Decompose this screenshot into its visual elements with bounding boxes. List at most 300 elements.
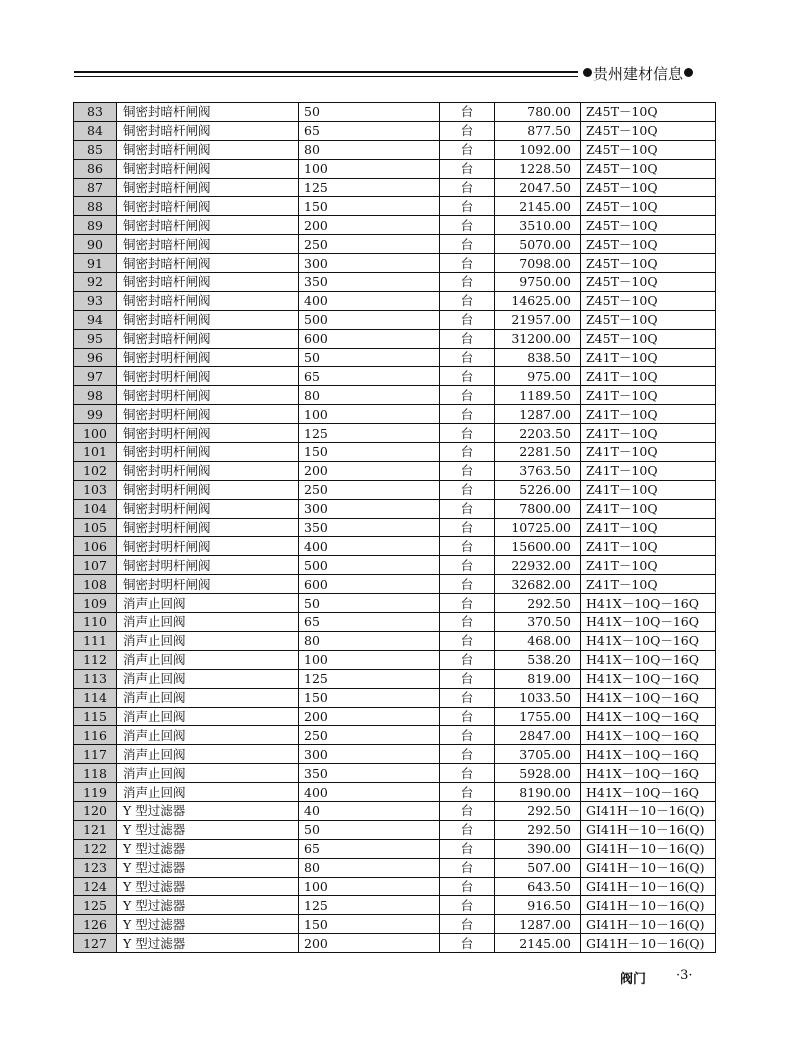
row-number-cell: 124 bbox=[74, 877, 117, 896]
row-number-cell: 89 bbox=[74, 216, 117, 235]
table-row bbox=[74, 915, 716, 934]
product-name-cell: 铜密封明杆闸阀 bbox=[117, 518, 299, 537]
unit-cell: 台 bbox=[440, 254, 495, 273]
row-number-cell: 126 bbox=[74, 915, 117, 934]
model-number-cell: Z45T－10Q bbox=[581, 178, 716, 197]
row-number-cell: 105 bbox=[74, 518, 117, 537]
unit-cell: 台 bbox=[440, 858, 495, 877]
specification-cell: 150 bbox=[299, 443, 440, 462]
row-number-cell: 101 bbox=[74, 443, 117, 462]
table-row bbox=[74, 631, 716, 650]
row-number-cell: 85 bbox=[74, 140, 117, 159]
unit-cell: 台 bbox=[440, 235, 495, 254]
model-number-cell: Z41T－10Q bbox=[581, 424, 716, 443]
model-number-cell: Z45T－10Q bbox=[581, 310, 716, 329]
table-row bbox=[74, 613, 716, 632]
product-name-cell: 铜密封明杆闸阀 bbox=[117, 367, 299, 386]
unit-cell: 台 bbox=[440, 518, 495, 537]
table-row bbox=[74, 197, 716, 216]
unit-price-cell: 3510.00 bbox=[495, 216, 581, 235]
product-name-cell: 消声止回阀 bbox=[117, 707, 299, 726]
header-title-text: 贵州建材信息 bbox=[593, 65, 684, 83]
product-name-cell: 铜密封暗杆闸阀 bbox=[117, 254, 299, 273]
row-number-cell: 92 bbox=[74, 273, 117, 292]
model-number-cell: H41X－10Q－16Q bbox=[581, 707, 716, 726]
specification-cell: 200 bbox=[299, 934, 440, 953]
model-number-cell: Z41T－10Q bbox=[581, 386, 716, 405]
specification-cell: 200 bbox=[299, 707, 440, 726]
product-name-cell: 铜密封暗杆闸阀 bbox=[117, 235, 299, 254]
model-number-cell: GI41H－10－16(Q) bbox=[581, 877, 716, 896]
row-number-cell: 125 bbox=[74, 896, 117, 915]
header-title bbox=[582, 64, 694, 84]
table-row bbox=[74, 839, 716, 858]
table-row bbox=[74, 499, 716, 518]
bullet-dot-icon bbox=[583, 68, 592, 77]
unit-price-cell: 9750.00 bbox=[495, 273, 581, 292]
table-row bbox=[74, 745, 716, 764]
table-row bbox=[74, 273, 716, 292]
unit-price-cell: 10725.00 bbox=[495, 518, 581, 537]
table-row bbox=[74, 329, 716, 348]
specification-cell: 100 bbox=[299, 877, 440, 896]
price-table bbox=[73, 102, 716, 953]
product-name-cell: Y 型过滤器 bbox=[117, 896, 299, 915]
table-row bbox=[74, 594, 716, 613]
specification-cell: 125 bbox=[299, 178, 440, 197]
row-number-cell: 86 bbox=[74, 159, 117, 178]
row-number-cell: 106 bbox=[74, 537, 117, 556]
unit-cell: 台 bbox=[440, 726, 495, 745]
model-number-cell: Z41T－10Q bbox=[581, 480, 716, 499]
model-number-cell: GI41H－10－16(Q) bbox=[581, 858, 716, 877]
unit-cell: 台 bbox=[440, 575, 495, 594]
model-number-cell: GI41H－10－16(Q) bbox=[581, 934, 716, 953]
row-number-cell: 83 bbox=[74, 103, 117, 122]
table-row bbox=[74, 669, 716, 688]
product-name-cell: 消声止回阀 bbox=[117, 613, 299, 632]
model-number-cell: H41X－10Q－16Q bbox=[581, 613, 716, 632]
specification-cell: 125 bbox=[299, 896, 440, 915]
unit-price-cell: 7098.00 bbox=[495, 254, 581, 273]
row-number-cell: 87 bbox=[74, 178, 117, 197]
unit-cell: 台 bbox=[440, 461, 495, 480]
row-number-cell: 112 bbox=[74, 650, 117, 669]
row-number-cell: 104 bbox=[74, 499, 117, 518]
model-number-cell: Z45T－10Q bbox=[581, 273, 716, 292]
row-number-cell: 118 bbox=[74, 764, 117, 783]
product-name-cell: 铜密封明杆闸阀 bbox=[117, 405, 299, 424]
unit-cell: 台 bbox=[440, 367, 495, 386]
table-row bbox=[74, 650, 716, 669]
specification-cell: 65 bbox=[299, 613, 440, 632]
product-name-cell: 铜密封暗杆闸阀 bbox=[117, 103, 299, 122]
unit-cell: 台 bbox=[440, 310, 495, 329]
table-row bbox=[74, 310, 716, 329]
unit-cell: 台 bbox=[440, 197, 495, 216]
specification-cell: 80 bbox=[299, 631, 440, 650]
unit-cell: 台 bbox=[440, 877, 495, 896]
specification-cell: 600 bbox=[299, 329, 440, 348]
product-name-cell: 铜密封暗杆闸阀 bbox=[117, 329, 299, 348]
product-name-cell: 消声止回阀 bbox=[117, 669, 299, 688]
table-row bbox=[74, 480, 716, 499]
table-row bbox=[74, 461, 716, 480]
model-number-cell: GI41H－10－16(Q) bbox=[581, 801, 716, 820]
table-row bbox=[74, 537, 716, 556]
unit-cell: 台 bbox=[440, 613, 495, 632]
unit-price-cell: 2847.00 bbox=[495, 726, 581, 745]
row-number-cell: 107 bbox=[74, 556, 117, 575]
unit-price-cell: 22932.00 bbox=[495, 556, 581, 575]
row-number-cell: 94 bbox=[74, 310, 117, 329]
unit-cell: 台 bbox=[440, 820, 495, 839]
model-number-cell: Z41T－10Q bbox=[581, 537, 716, 556]
model-number-cell: H41X－10Q－16Q bbox=[581, 688, 716, 707]
unit-cell: 台 bbox=[440, 329, 495, 348]
row-number-cell: 90 bbox=[74, 235, 117, 254]
model-number-cell: Z45T－10Q bbox=[581, 103, 716, 122]
table-row bbox=[74, 858, 716, 877]
model-number-cell: Z45T－10Q bbox=[581, 216, 716, 235]
table-row bbox=[74, 688, 716, 707]
product-name-cell: 铜密封暗杆闸阀 bbox=[117, 121, 299, 140]
unit-cell: 台 bbox=[440, 103, 495, 122]
unit-price-cell: 390.00 bbox=[495, 839, 581, 858]
row-number-cell: 117 bbox=[74, 745, 117, 764]
unit-price-cell: 2047.50 bbox=[495, 178, 581, 197]
product-name-cell: 消声止回阀 bbox=[117, 764, 299, 783]
row-number-cell: 114 bbox=[74, 688, 117, 707]
header-rule-thin bbox=[74, 76, 578, 77]
unit-price-cell: 292.50 bbox=[495, 820, 581, 839]
unit-price-cell: 975.00 bbox=[495, 367, 581, 386]
unit-cell: 台 bbox=[440, 348, 495, 367]
product-name-cell: Y 型过滤器 bbox=[117, 934, 299, 953]
model-number-cell: GI41H－10－16(Q) bbox=[581, 820, 716, 839]
specification-cell: 125 bbox=[299, 669, 440, 688]
specification-cell: 300 bbox=[299, 745, 440, 764]
unit-price-cell: 3763.50 bbox=[495, 461, 581, 480]
row-number-cell: 113 bbox=[74, 669, 117, 688]
unit-price-cell: 1287.00 bbox=[495, 915, 581, 934]
row-number-cell: 95 bbox=[74, 329, 117, 348]
model-number-cell: H41X－10Q－16Q bbox=[581, 669, 716, 688]
unit-cell: 台 bbox=[440, 159, 495, 178]
unit-cell: 台 bbox=[440, 839, 495, 858]
unit-price-cell: 643.50 bbox=[495, 877, 581, 896]
product-name-cell: 铜密封暗杆闸阀 bbox=[117, 291, 299, 310]
bullet-dot-icon bbox=[684, 68, 693, 77]
product-name-cell: 铜密封明杆闸阀 bbox=[117, 461, 299, 480]
unit-cell: 台 bbox=[440, 443, 495, 462]
specification-cell: 100 bbox=[299, 405, 440, 424]
unit-cell: 台 bbox=[440, 405, 495, 424]
model-number-cell: Z41T－10Q bbox=[581, 575, 716, 594]
table-row bbox=[74, 896, 716, 915]
unit-price-cell: 1228.50 bbox=[495, 159, 581, 178]
unit-price-cell: 2281.50 bbox=[495, 443, 581, 462]
unit-cell: 台 bbox=[440, 121, 495, 140]
unit-price-cell: 2145.00 bbox=[495, 934, 581, 953]
row-number-cell: 99 bbox=[74, 405, 117, 424]
model-number-cell: Z45T－10Q bbox=[581, 235, 716, 254]
model-number-cell: Z41T－10Q bbox=[581, 518, 716, 537]
row-number-cell: 115 bbox=[74, 707, 117, 726]
header-rule-thick bbox=[74, 71, 578, 73]
product-name-cell: 铜密封明杆闸阀 bbox=[117, 480, 299, 499]
product-name-cell: 铜密封明杆闸阀 bbox=[117, 499, 299, 518]
unit-cell: 台 bbox=[440, 140, 495, 159]
unit-price-cell: 1287.00 bbox=[495, 405, 581, 424]
unit-price-cell: 1033.50 bbox=[495, 688, 581, 707]
table-row bbox=[74, 121, 716, 140]
table-row bbox=[74, 291, 716, 310]
product-name-cell: 消声止回阀 bbox=[117, 594, 299, 613]
row-number-cell: 109 bbox=[74, 594, 117, 613]
row-number-cell: 122 bbox=[74, 839, 117, 858]
specification-cell: 80 bbox=[299, 858, 440, 877]
unit-cell: 台 bbox=[440, 801, 495, 820]
unit-price-cell: 780.00 bbox=[495, 103, 581, 122]
unit-price-cell: 468.00 bbox=[495, 631, 581, 650]
table-row bbox=[74, 235, 716, 254]
row-number-cell: 84 bbox=[74, 121, 117, 140]
unit-cell: 台 bbox=[440, 386, 495, 405]
unit-cell: 台 bbox=[440, 783, 495, 802]
row-number-cell: 119 bbox=[74, 783, 117, 802]
unit-price-cell: 538.20 bbox=[495, 650, 581, 669]
row-number-cell: 96 bbox=[74, 348, 117, 367]
table-row bbox=[74, 783, 716, 802]
product-name-cell: 铜密封暗杆闸阀 bbox=[117, 159, 299, 178]
product-name-cell: 铜密封明杆闸阀 bbox=[117, 537, 299, 556]
product-name-cell: 铜密封暗杆闸阀 bbox=[117, 273, 299, 292]
product-name-cell: Y 型过滤器 bbox=[117, 877, 299, 896]
table-row bbox=[74, 877, 716, 896]
row-number-cell: 98 bbox=[74, 386, 117, 405]
product-name-cell: 铜密封暗杆闸阀 bbox=[117, 216, 299, 235]
table-row bbox=[74, 518, 716, 537]
product-name-cell: 铜密封明杆闸阀 bbox=[117, 348, 299, 367]
row-number-cell: 93 bbox=[74, 291, 117, 310]
row-number-cell: 116 bbox=[74, 726, 117, 745]
model-number-cell: Z41T－10Q bbox=[581, 461, 716, 480]
unit-price-cell: 916.50 bbox=[495, 896, 581, 915]
product-name-cell: 消声止回阀 bbox=[117, 688, 299, 707]
specification-cell: 300 bbox=[299, 254, 440, 273]
row-number-cell: 123 bbox=[74, 858, 117, 877]
model-number-cell: Z41T－10Q bbox=[581, 443, 716, 462]
table-row bbox=[74, 103, 716, 122]
table-row bbox=[74, 707, 716, 726]
specification-cell: 125 bbox=[299, 424, 440, 443]
specification-cell: 40 bbox=[299, 801, 440, 820]
unit-cell: 台 bbox=[440, 556, 495, 575]
unit-price-cell: 5226.00 bbox=[495, 480, 581, 499]
unit-price-cell: 838.50 bbox=[495, 348, 581, 367]
unit-price-cell: 507.00 bbox=[495, 858, 581, 877]
table-row bbox=[74, 216, 716, 235]
model-number-cell: Z41T－10Q bbox=[581, 499, 716, 518]
product-name-cell: 消声止回阀 bbox=[117, 783, 299, 802]
specification-cell: 500 bbox=[299, 310, 440, 329]
table-row bbox=[74, 386, 716, 405]
model-number-cell: H41X－10Q－16Q bbox=[581, 631, 716, 650]
unit-cell: 台 bbox=[440, 216, 495, 235]
model-number-cell: GI41H－10－16(Q) bbox=[581, 896, 716, 915]
unit-cell: 台 bbox=[440, 934, 495, 953]
specification-cell: 150 bbox=[299, 688, 440, 707]
product-name-cell: Y 型过滤器 bbox=[117, 858, 299, 877]
product-name-cell: 铜密封明杆闸阀 bbox=[117, 575, 299, 594]
table-row bbox=[74, 764, 716, 783]
product-name-cell: Y 型过滤器 bbox=[117, 915, 299, 934]
model-number-cell: Z41T－10Q bbox=[581, 348, 716, 367]
model-number-cell: Z45T－10Q bbox=[581, 254, 716, 273]
unit-cell: 台 bbox=[440, 273, 495, 292]
model-number-cell: Z41T－10Q bbox=[581, 556, 716, 575]
model-number-cell: H41X－10Q－16Q bbox=[581, 745, 716, 764]
product-name-cell: Y 型过滤器 bbox=[117, 839, 299, 858]
row-number-cell: 127 bbox=[74, 934, 117, 953]
table-row bbox=[74, 254, 716, 273]
specification-cell: 50 bbox=[299, 594, 440, 613]
unit-price-cell: 5070.00 bbox=[495, 235, 581, 254]
unit-cell: 台 bbox=[440, 178, 495, 197]
specification-cell: 65 bbox=[299, 367, 440, 386]
model-number-cell: H41X－10Q－16Q bbox=[581, 764, 716, 783]
specification-cell: 300 bbox=[299, 499, 440, 518]
table-row bbox=[74, 159, 716, 178]
product-name-cell: Y 型过滤器 bbox=[117, 801, 299, 820]
table-row bbox=[74, 348, 716, 367]
unit-price-cell: 8190.00 bbox=[495, 783, 581, 802]
product-name-cell: 消声止回阀 bbox=[117, 745, 299, 764]
unit-price-cell: 15600.00 bbox=[495, 537, 581, 556]
specification-cell: 500 bbox=[299, 556, 440, 575]
unit-cell: 台 bbox=[440, 499, 495, 518]
specification-cell: 350 bbox=[299, 273, 440, 292]
unit-price-cell: 2145.00 bbox=[495, 197, 581, 216]
unit-cell: 台 bbox=[440, 291, 495, 310]
specification-cell: 350 bbox=[299, 518, 440, 537]
model-number-cell: Z45T－10Q bbox=[581, 329, 716, 348]
price-table-body bbox=[74, 103, 716, 953]
specification-cell: 400 bbox=[299, 783, 440, 802]
model-number-cell: Z45T－10Q bbox=[581, 159, 716, 178]
row-number-cell: 111 bbox=[74, 631, 117, 650]
specification-cell: 65 bbox=[299, 121, 440, 140]
specification-cell: 50 bbox=[299, 820, 440, 839]
unit-cell: 台 bbox=[440, 745, 495, 764]
table-row bbox=[74, 178, 716, 197]
row-number-cell: 102 bbox=[74, 461, 117, 480]
model-number-cell: H41X－10Q－16Q bbox=[581, 650, 716, 669]
table-row bbox=[74, 820, 716, 839]
row-number-cell: 100 bbox=[74, 424, 117, 443]
unit-cell: 台 bbox=[440, 537, 495, 556]
model-number-cell: Z45T－10Q bbox=[581, 197, 716, 216]
product-name-cell: 铜密封暗杆闸阀 bbox=[117, 310, 299, 329]
unit-price-cell: 1189.50 bbox=[495, 386, 581, 405]
unit-cell: 台 bbox=[440, 764, 495, 783]
specification-cell: 65 bbox=[299, 839, 440, 858]
model-number-cell: H41X－10Q－16Q bbox=[581, 783, 716, 802]
unit-cell: 台 bbox=[440, 650, 495, 669]
unit-cell: 台 bbox=[440, 688, 495, 707]
specification-cell: 250 bbox=[299, 480, 440, 499]
unit-price-cell: 31200.00 bbox=[495, 329, 581, 348]
table-row bbox=[74, 934, 716, 953]
specification-cell: 150 bbox=[299, 197, 440, 216]
row-number-cell: 108 bbox=[74, 575, 117, 594]
model-number-cell: Z45T－10Q bbox=[581, 121, 716, 140]
unit-cell: 台 bbox=[440, 424, 495, 443]
table-row bbox=[74, 367, 716, 386]
unit-price-cell: 3705.00 bbox=[495, 745, 581, 764]
row-number-cell: 91 bbox=[74, 254, 117, 273]
product-name-cell: 铜密封明杆闸阀 bbox=[117, 386, 299, 405]
table-row bbox=[74, 405, 716, 424]
row-number-cell: 88 bbox=[74, 197, 117, 216]
unit-price-cell: 2203.50 bbox=[495, 424, 581, 443]
table-row bbox=[74, 424, 716, 443]
model-number-cell: Z41T－10Q bbox=[581, 405, 716, 424]
unit-cell: 台 bbox=[440, 896, 495, 915]
unit-price-cell: 32682.00 bbox=[495, 575, 581, 594]
unit-price-cell: 14625.00 bbox=[495, 291, 581, 310]
model-number-cell: H41X－10Q－16Q bbox=[581, 594, 716, 613]
unit-price-cell: 370.50 bbox=[495, 613, 581, 632]
table-row bbox=[74, 801, 716, 820]
table-row bbox=[74, 575, 716, 594]
unit-price-cell: 819.00 bbox=[495, 669, 581, 688]
unit-cell: 台 bbox=[440, 631, 495, 650]
unit-price-cell: 21957.00 bbox=[495, 310, 581, 329]
unit-price-cell: 7800.00 bbox=[495, 499, 581, 518]
unit-cell: 台 bbox=[440, 915, 495, 934]
specification-cell: 600 bbox=[299, 575, 440, 594]
row-number-cell: 120 bbox=[74, 801, 117, 820]
specification-cell: 150 bbox=[299, 915, 440, 934]
row-number-cell: 103 bbox=[74, 480, 117, 499]
product-name-cell: 铜密封暗杆闸阀 bbox=[117, 197, 299, 216]
table-row bbox=[74, 140, 716, 159]
product-name-cell: 铜密封明杆闸阀 bbox=[117, 443, 299, 462]
product-name-cell: 消声止回阀 bbox=[117, 726, 299, 745]
specification-cell: 250 bbox=[299, 726, 440, 745]
unit-price-cell: 5928.00 bbox=[495, 764, 581, 783]
unit-price-cell: 877.50 bbox=[495, 121, 581, 140]
unit-cell: 台 bbox=[440, 669, 495, 688]
unit-cell: 台 bbox=[440, 707, 495, 726]
model-number-cell: Z45T－10Q bbox=[581, 291, 716, 310]
unit-cell: 台 bbox=[440, 594, 495, 613]
product-name-cell: 消声止回阀 bbox=[117, 650, 299, 669]
specification-cell: 350 bbox=[299, 764, 440, 783]
unit-price-cell: 1755.00 bbox=[495, 707, 581, 726]
specification-cell: 100 bbox=[299, 650, 440, 669]
specification-cell: 250 bbox=[299, 235, 440, 254]
footer-section-label: 阀门 bbox=[620, 972, 647, 987]
unit-price-cell: 1092.00 bbox=[495, 140, 581, 159]
specification-cell: 50 bbox=[299, 103, 440, 122]
specification-cell: 80 bbox=[299, 140, 440, 159]
product-name-cell: 铜密封明杆闸阀 bbox=[117, 424, 299, 443]
product-name-cell: 铜密封暗杆闸阀 bbox=[117, 140, 299, 159]
model-number-cell: H41X－10Q－16Q bbox=[581, 726, 716, 745]
